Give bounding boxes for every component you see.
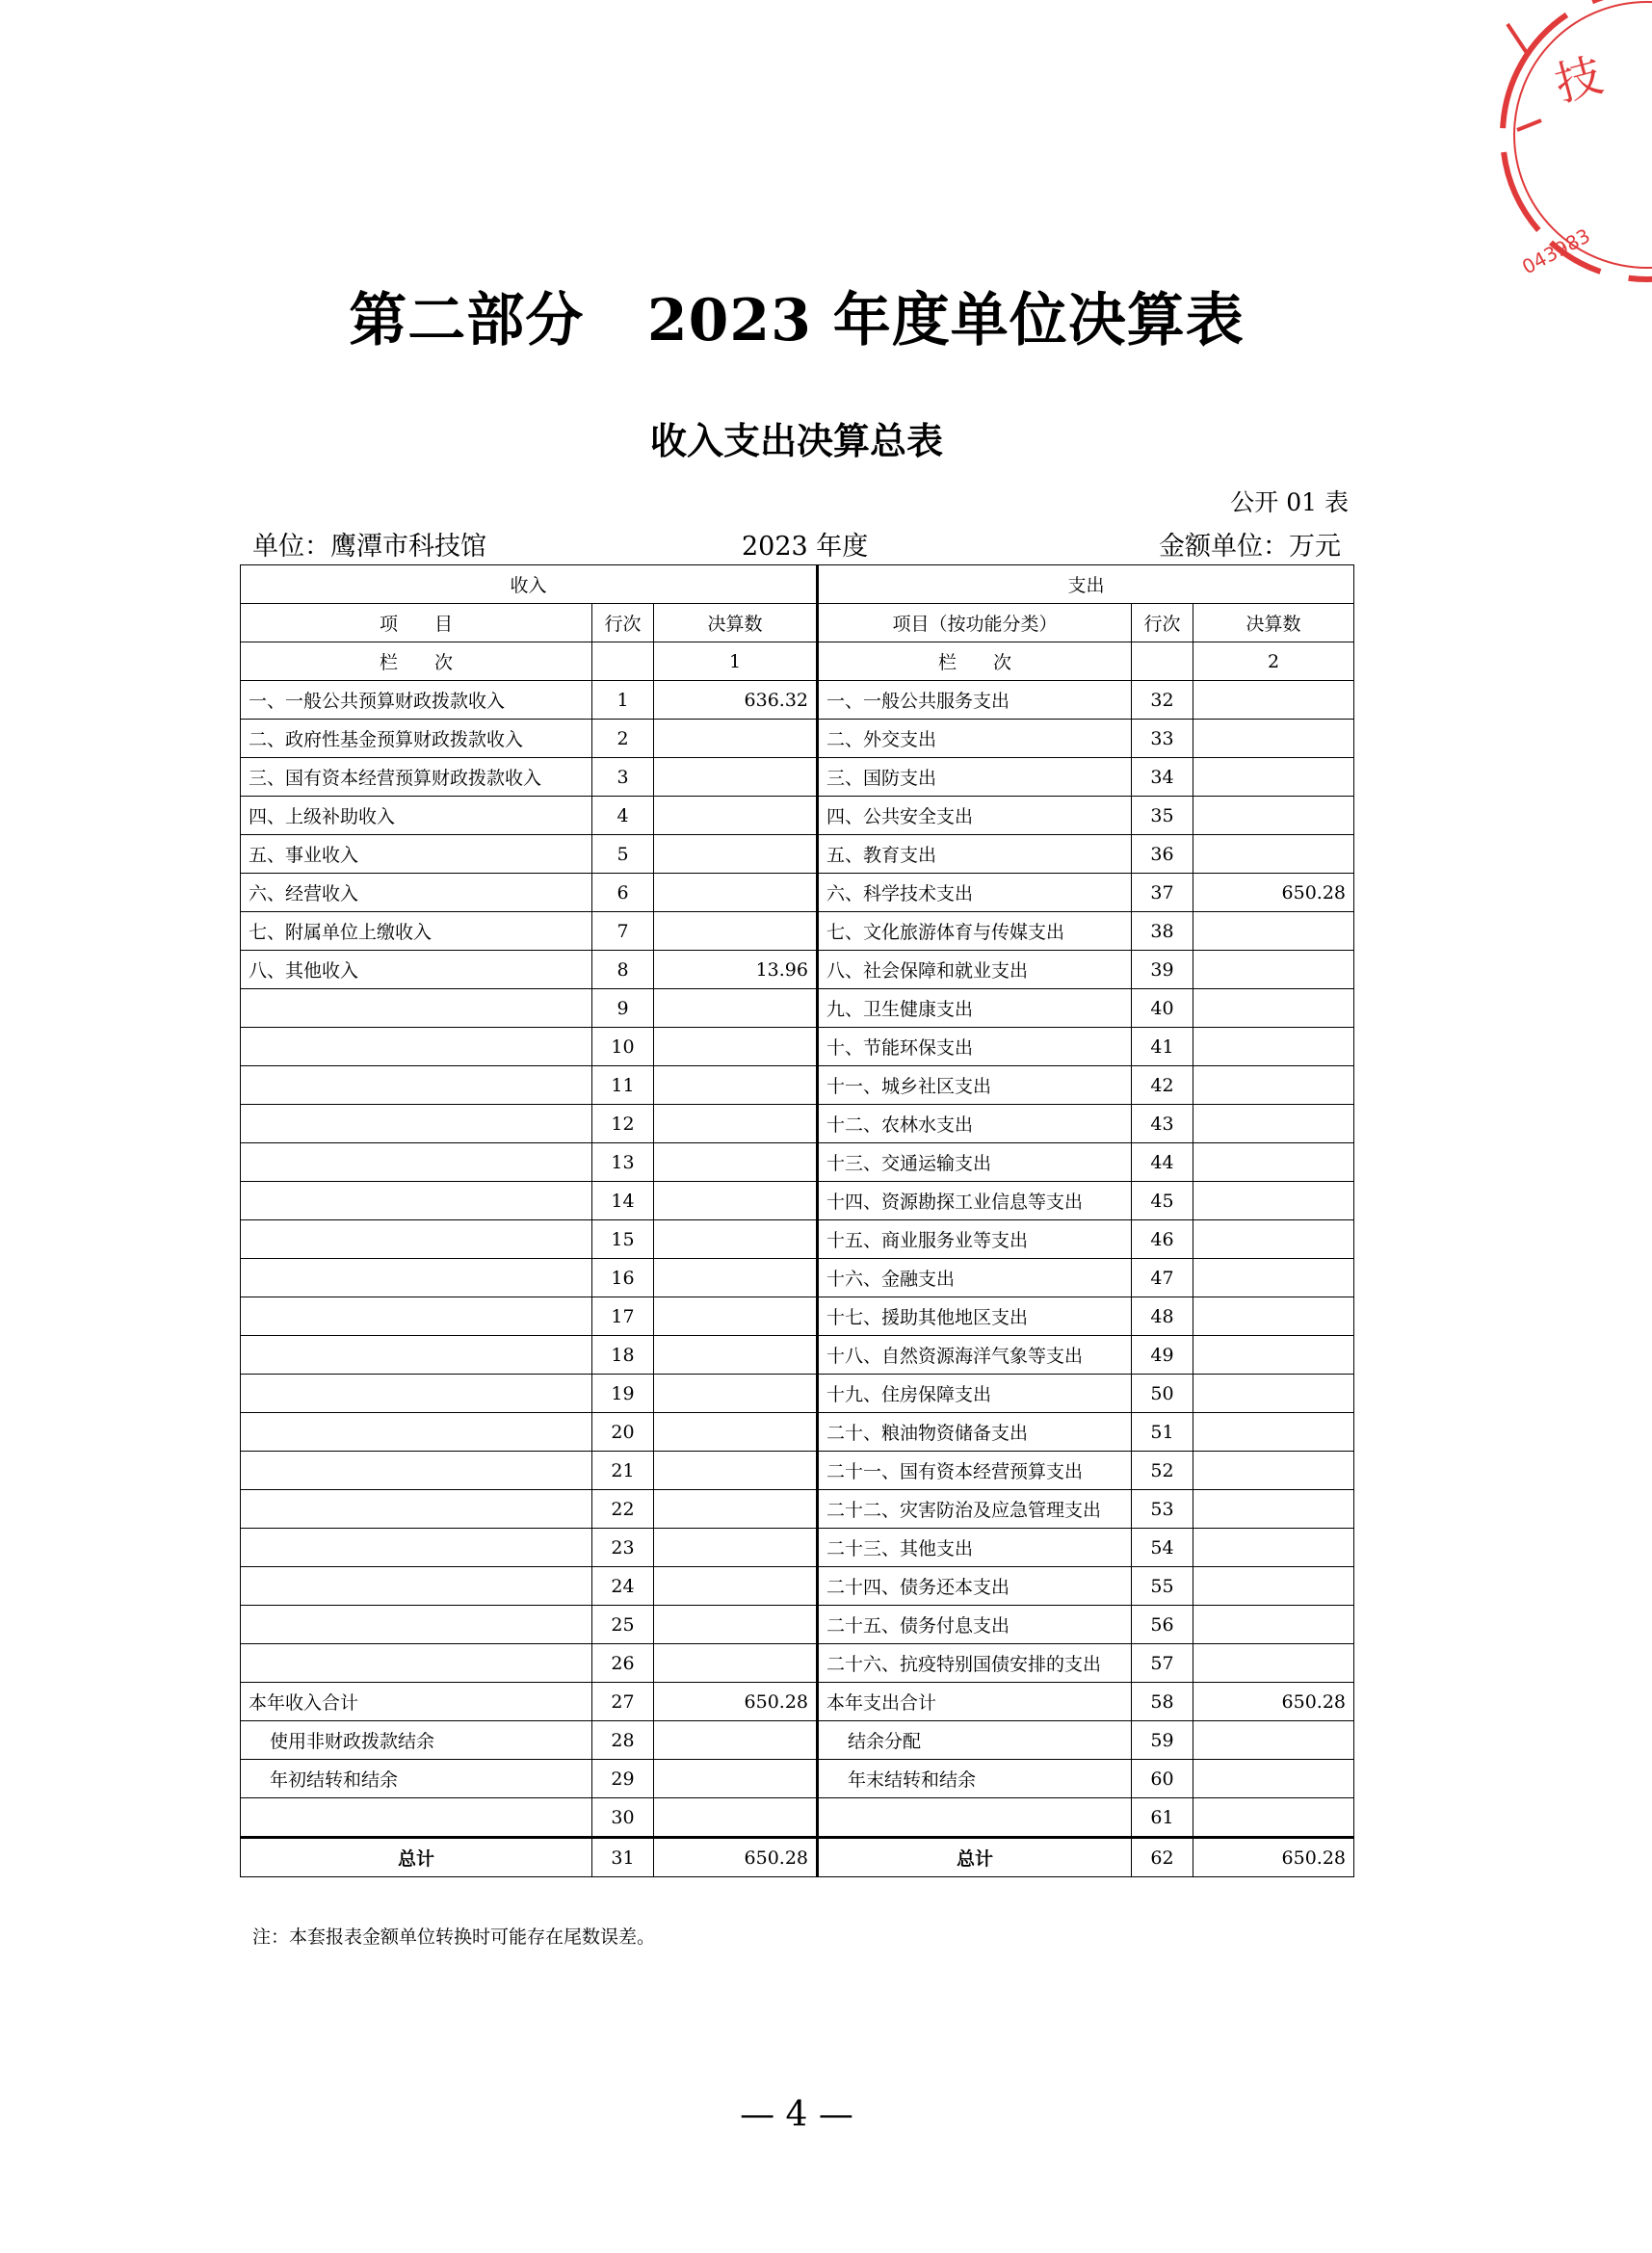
expense-amount — [1193, 1259, 1354, 1297]
income-line: 4 — [592, 797, 654, 835]
expense-item: 十七、援助其他地区支出 — [818, 1297, 1132, 1336]
expense-line: 45 — [1132, 1182, 1193, 1220]
expense-amount — [1193, 758, 1354, 797]
expense-line: 50 — [1132, 1375, 1193, 1413]
income-item: 一、一般公共预算财政拨款收入 — [241, 681, 592, 720]
table-row — [241, 1066, 1354, 1105]
income-line: 7 — [592, 912, 654, 951]
expense-item: 六、科学技术支出 — [818, 874, 1132, 912]
index-2: 2 — [1193, 642, 1354, 681]
income-item — [241, 1297, 592, 1336]
expense-line: 61 — [1132, 1798, 1193, 1838]
income-item — [241, 989, 592, 1028]
income-header: 收入 — [241, 565, 818, 604]
expense-line: 36 — [1132, 835, 1193, 874]
expense-line: 40 — [1132, 989, 1193, 1028]
expense-line: 38 — [1132, 912, 1193, 951]
income-item — [241, 1066, 592, 1105]
income-amount — [654, 912, 818, 951]
income-item — [241, 1182, 592, 1220]
income-line: 23 — [592, 1529, 654, 1567]
expense-amount — [1193, 1529, 1354, 1567]
table-row — [241, 1028, 1354, 1066]
expense-line: 41 — [1132, 1028, 1193, 1066]
table-section-header — [241, 565, 1354, 604]
expense-item: 十六、金融支出 — [818, 1259, 1132, 1297]
money-unit: 金额单位：万元 — [1159, 532, 1341, 562]
income-item — [241, 1452, 592, 1490]
income-line: 5 — [592, 835, 654, 874]
expense-line: 39 — [1132, 951, 1193, 989]
table-index-row — [241, 642, 1354, 681]
expense-amount — [1193, 797, 1354, 835]
expense-item: 二十四、债务还本支出 — [818, 1567, 1132, 1606]
income-line: 28 — [592, 1721, 654, 1760]
expense-item: 十二、农林水支出 — [818, 1105, 1132, 1143]
income-amount — [654, 1490, 818, 1529]
expense-line: 56 — [1132, 1606, 1193, 1644]
income-line: 29 — [592, 1760, 654, 1798]
income-amount — [654, 1606, 818, 1644]
income-amount — [654, 989, 818, 1028]
expense-amount — [1193, 1336, 1354, 1375]
table-row — [241, 1297, 1354, 1336]
income-item — [241, 1413, 592, 1452]
table-row — [241, 835, 1354, 874]
income-line: 2 — [592, 720, 654, 758]
expense-line: 47 — [1132, 1259, 1193, 1297]
income-line: 30 — [592, 1798, 654, 1838]
official-seal-icon — [1498, 0, 1652, 313]
income-line: 10 — [592, 1028, 654, 1066]
col-line: 行次 — [592, 604, 654, 642]
index-empty-2 — [1132, 642, 1193, 681]
expense-line: 54 — [1132, 1529, 1193, 1567]
index-label: 栏 次 — [241, 642, 592, 681]
expense-item: 二、外交支出 — [818, 720, 1132, 758]
expense-item: 结余分配 — [818, 1721, 1132, 1760]
expense-item: 二十二、灾害防治及应急管理支出 — [818, 1490, 1132, 1529]
income-amount — [654, 874, 818, 912]
income-item — [241, 1490, 592, 1529]
income-amount — [654, 1336, 818, 1375]
expense-amount — [1193, 835, 1354, 874]
income-line: 6 — [592, 874, 654, 912]
expense-item: 十三、交通运输支出 — [818, 1143, 1132, 1182]
income-amount: 13.96 — [654, 951, 818, 989]
expense-item: 二十一、国有资本经营预算支出 — [818, 1452, 1132, 1490]
income-line: 22 — [592, 1490, 654, 1529]
income-amount — [654, 1105, 818, 1143]
income-item — [241, 1644, 592, 1683]
svg-text:043983: 043983 — [1518, 223, 1594, 279]
total-expense-line: 62 — [1132, 1838, 1193, 1877]
expense-item: 十九、住房保障支出 — [818, 1375, 1132, 1413]
table-row — [241, 758, 1354, 797]
income-line: 20 — [592, 1413, 654, 1452]
income-item — [241, 1606, 592, 1644]
table-row — [241, 1413, 1354, 1452]
expense-line: 55 — [1132, 1567, 1193, 1606]
table-row — [241, 1375, 1354, 1413]
expense-item: 十、节能环保支出 — [818, 1028, 1132, 1066]
total-expense-label: 总计 — [818, 1838, 1132, 1877]
expense-amount — [1193, 989, 1354, 1028]
table-row — [241, 1220, 1354, 1259]
table-row — [241, 1760, 1354, 1798]
expense-amount — [1193, 1297, 1354, 1336]
svg-text:技: 技 — [1549, 48, 1609, 113]
page-title: 第二部分 2023 年度单位决算表 — [349, 287, 1245, 354]
expense-amount — [1193, 1028, 1354, 1066]
unit-name: 单位：鹰潭市科技馆 — [252, 532, 486, 562]
income-amount — [654, 1798, 818, 1838]
expense-amount — [1193, 912, 1354, 951]
expense-amount — [1193, 1721, 1354, 1760]
expense-line: 59 — [1132, 1721, 1193, 1760]
income-item: 年初结转和结余 — [241, 1760, 592, 1798]
expense-item: 年末结转和结余 — [818, 1760, 1132, 1798]
expense-line: 53 — [1132, 1490, 1193, 1529]
expense-line: 35 — [1132, 797, 1193, 835]
expense-item: 七、文化旅游体育与传媒支出 — [818, 912, 1132, 951]
income-amount — [654, 1375, 818, 1413]
income-amount — [654, 797, 818, 835]
table-row — [241, 1567, 1354, 1606]
expense-amount — [1193, 1182, 1354, 1220]
table-row — [241, 1798, 1354, 1838]
income-amount — [654, 1028, 818, 1066]
income-item — [241, 1143, 592, 1182]
income-line: 21 — [592, 1452, 654, 1490]
page-number: — 4 — — [740, 2095, 853, 2135]
income-amount — [654, 1066, 818, 1105]
income-line: 13 — [592, 1143, 654, 1182]
income-item — [241, 1220, 592, 1259]
income-item: 五、事业收入 — [241, 835, 592, 874]
table-row — [241, 1182, 1354, 1220]
income-line: 15 — [592, 1220, 654, 1259]
table-row — [241, 720, 1354, 758]
form-number: 公开 01 表 — [1230, 488, 1349, 516]
table-row — [241, 1143, 1354, 1182]
income-amount — [654, 1413, 818, 1452]
expense-line: 48 — [1132, 1297, 1193, 1336]
expense-item: 本年支出合计 — [818, 1683, 1132, 1721]
table-title: 收入支出决算总表 — [649, 419, 943, 462]
table-row — [241, 989, 1354, 1028]
expense-amount — [1193, 1066, 1354, 1105]
income-item — [241, 1375, 592, 1413]
income-item: 七、附属单位上缴收入 — [241, 912, 592, 951]
income-amount — [654, 1529, 818, 1567]
income-amount — [654, 720, 818, 758]
expense-line: 37 — [1132, 874, 1193, 912]
expense-amount: 650.28 — [1193, 874, 1354, 912]
table-row — [241, 1259, 1354, 1297]
income-amount — [654, 1220, 818, 1259]
expense-item: 九、卫生健康支出 — [818, 989, 1132, 1028]
total-income-label: 总计 — [241, 1838, 592, 1877]
income-item — [241, 1259, 592, 1297]
income-item — [241, 1798, 592, 1838]
total-row — [241, 1838, 1354, 1877]
fiscal-year: 2023 年度 — [742, 532, 869, 562]
expense-amount — [1193, 1606, 1354, 1644]
expense-amount — [1193, 1490, 1354, 1529]
expense-amount — [1193, 720, 1354, 758]
expense-amount — [1193, 1375, 1354, 1413]
expense-amount — [1193, 1452, 1354, 1490]
income-amount — [654, 1452, 818, 1490]
table-row — [241, 681, 1354, 720]
col-item: 项 目 — [241, 604, 592, 642]
income-item — [241, 1529, 592, 1567]
income-amount — [654, 758, 818, 797]
table-row — [241, 1606, 1354, 1644]
total-expense-amount: 650.28 — [1193, 1838, 1354, 1877]
expense-amount — [1193, 1105, 1354, 1143]
income-amount — [654, 1760, 818, 1798]
income-line: 16 — [592, 1259, 654, 1297]
expense-item: 四、公共安全支出 — [818, 797, 1132, 835]
income-line: 1 — [592, 681, 654, 720]
income-line: 9 — [592, 989, 654, 1028]
income-expense-table — [240, 564, 1354, 1877]
table-row — [241, 874, 1354, 912]
expense-line: 51 — [1132, 1413, 1193, 1452]
income-item: 八、其他收入 — [241, 951, 592, 989]
col-amount-2: 决算数 — [1193, 604, 1354, 642]
expense-item: 十一、城乡社区支出 — [818, 1066, 1132, 1105]
income-amount — [654, 1567, 818, 1606]
index-empty — [592, 642, 654, 681]
expense-item: 二十三、其他支出 — [818, 1529, 1132, 1567]
expense-item: 十五、商业服务业等支出 — [818, 1220, 1132, 1259]
income-line: 27 — [592, 1683, 654, 1721]
expense-amount — [1193, 1644, 1354, 1683]
expense-amount — [1193, 951, 1354, 989]
expense-amount: 650.28 — [1193, 1683, 1354, 1721]
income-amount: 636.32 — [654, 681, 818, 720]
expense-line: 44 — [1132, 1143, 1193, 1182]
table-row — [241, 912, 1354, 951]
table-row — [241, 951, 1354, 989]
table-row — [241, 1490, 1354, 1529]
expense-line: 42 — [1132, 1066, 1193, 1105]
table-row — [241, 1721, 1354, 1760]
expense-line: 33 — [1132, 720, 1193, 758]
income-amount — [654, 1143, 818, 1182]
expense-amount — [1193, 681, 1354, 720]
expense-line: 34 — [1132, 758, 1193, 797]
income-item: 使用非财政拨款结余 — [241, 1721, 592, 1760]
footnote: 注：本套报表金额单位转换时可能存在尾数误差。 — [252, 1926, 656, 1948]
income-amount: 650.28 — [654, 1683, 818, 1721]
income-line: 8 — [592, 951, 654, 989]
income-item: 二、政府性基金预算财政拨款收入 — [241, 720, 592, 758]
expense-item: 一、一般公共服务支出 — [818, 681, 1132, 720]
income-amount — [654, 1297, 818, 1336]
expense-line: 57 — [1132, 1644, 1193, 1683]
expense-amount — [1193, 1567, 1354, 1606]
income-line: 3 — [592, 758, 654, 797]
expense-item: 十八、自然资源海洋气象等支出 — [818, 1336, 1132, 1375]
income-line: 14 — [592, 1182, 654, 1220]
table-row — [241, 797, 1354, 835]
expense-item: 十四、资源勘探工业信息等支出 — [818, 1182, 1132, 1220]
expense-line: 43 — [1132, 1105, 1193, 1143]
expense-line: 32 — [1132, 681, 1193, 720]
expense-amount — [1193, 1220, 1354, 1259]
expense-amount — [1193, 1798, 1354, 1838]
income-line: 19 — [592, 1375, 654, 1413]
income-line: 11 — [592, 1066, 654, 1105]
table-row — [241, 1452, 1354, 1490]
income-item — [241, 1336, 592, 1375]
income-amount — [654, 1259, 818, 1297]
income-item — [241, 1105, 592, 1143]
expense-item: 三、国防支出 — [818, 758, 1132, 797]
expense-line: 49 — [1132, 1336, 1193, 1375]
income-line: 12 — [592, 1105, 654, 1143]
col-item-func: 项目（按功能分类） — [818, 604, 1132, 642]
income-amount — [654, 1644, 818, 1683]
income-line: 24 — [592, 1567, 654, 1606]
table-column-header — [241, 604, 1354, 642]
income-item: 本年收入合计 — [241, 1683, 592, 1721]
table-row — [241, 1644, 1354, 1683]
table-row — [241, 1529, 1354, 1567]
table-row — [241, 1105, 1354, 1143]
income-item: 六、经营收入 — [241, 874, 592, 912]
income-line: 25 — [592, 1606, 654, 1644]
expense-item — [818, 1798, 1132, 1838]
income-amount — [654, 835, 818, 874]
expense-item: 八、社会保障和就业支出 — [818, 951, 1132, 989]
expense-amount — [1193, 1413, 1354, 1452]
income-amount — [654, 1182, 818, 1220]
expense-line: 58 — [1132, 1683, 1193, 1721]
expense-amount — [1193, 1143, 1354, 1182]
income-line: 18 — [592, 1336, 654, 1375]
table-row — [241, 1683, 1354, 1721]
income-amount — [654, 1721, 818, 1760]
total-income-line: 31 — [592, 1838, 654, 1877]
expense-header: 支出 — [818, 565, 1354, 604]
expense-line: 46 — [1132, 1220, 1193, 1259]
expense-item: 五、教育支出 — [818, 835, 1132, 874]
income-item — [241, 1567, 592, 1606]
table-row — [241, 1336, 1354, 1375]
expense-line: 52 — [1132, 1452, 1193, 1490]
expense-item: 二十六、抗疫特别国债安排的支出 — [818, 1644, 1132, 1683]
total-income-amount: 650.28 — [654, 1838, 818, 1877]
income-item: 三、国有资本经营预算财政拨款收入 — [241, 758, 592, 797]
expense-item: 二十、粮油物资储备支出 — [818, 1413, 1132, 1452]
expense-amount — [1193, 1760, 1354, 1798]
col-line-2: 行次 — [1132, 604, 1193, 642]
expense-line: 60 — [1132, 1760, 1193, 1798]
expense-item: 二十五、债务付息支出 — [818, 1606, 1132, 1644]
index-label-2: 栏 次 — [818, 642, 1132, 681]
income-line: 17 — [592, 1297, 654, 1336]
income-line: 26 — [592, 1644, 654, 1683]
income-item: 四、上级补助收入 — [241, 797, 592, 835]
col-amount: 决算数 — [654, 604, 818, 642]
income-item — [241, 1028, 592, 1066]
index-1: 1 — [654, 642, 818, 681]
unit-line — [252, 525, 1341, 560]
